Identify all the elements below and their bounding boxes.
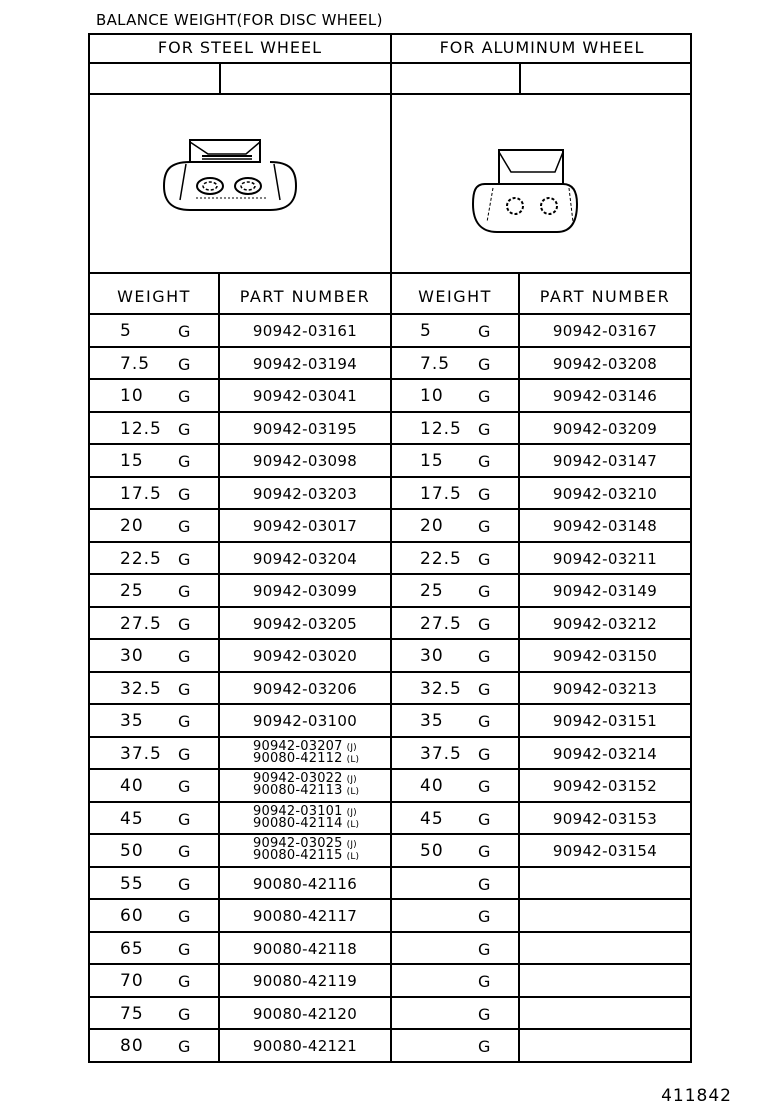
market-code-tag: (J)	[346, 775, 357, 785]
steel-weight-unit: G	[178, 874, 191, 894]
table-row	[88, 640, 692, 673]
divider	[519, 62, 521, 93]
aluminum-weight-value: 12.5	[420, 418, 462, 439]
steel-weight-value: 5	[120, 321, 132, 341]
steel-weight-unit: G	[178, 387, 191, 406]
aluminum-weight-unit: G	[478, 907, 491, 926]
aluminum-part-number: 90942-03209	[552, 419, 658, 438]
table-row	[88, 673, 692, 706]
aluminum-weight-unit: G	[478, 842, 491, 861]
steel-weight-value: 15	[120, 451, 144, 471]
part-number-text: 90942-03025	[253, 836, 343, 851]
steel-weight-column-header: WEIGHT	[117, 287, 191, 306]
steel-weight-value: 55	[120, 873, 144, 894]
steel-part-number: 90080-42116	[252, 874, 358, 893]
aluminum-part-number: 90942-03212	[552, 614, 658, 633]
steel-part-number: 90942-03194	[252, 354, 358, 373]
table-row	[88, 705, 692, 738]
aluminum-part-number: 90942-03147	[552, 452, 658, 470]
table-row	[88, 445, 692, 478]
aluminum-weight-value: 40	[420, 776, 444, 796]
aluminum-weight-value: 10	[420, 386, 444, 406]
steel-weight-value: 20	[120, 516, 144, 536]
aluminum-part-number: 90942-03154	[552, 842, 658, 860]
aluminum-weight-value: 20	[420, 516, 444, 536]
aluminum-weight-unit: G	[478, 452, 491, 471]
steel-part-number: 90080-42121	[252, 1037, 358, 1055]
table-row	[88, 510, 692, 543]
table-row	[88, 803, 692, 836]
aluminum-weight-unit: G	[478, 322, 491, 341]
part-number-text: 90080-42113	[253, 783, 343, 798]
aluminum-weight-value: 27.5	[420, 613, 462, 634]
table-row	[88, 933, 692, 966]
aluminum-weight-unit: G	[478, 1004, 491, 1024]
aluminum-weight-unit: G	[478, 874, 491, 894]
market-code-tag: (J)	[346, 807, 357, 818]
steel-weight-value: 37.5	[120, 743, 162, 764]
market-code-tag: (L)	[346, 819, 360, 830]
aluminum-weight-column-header: WEIGHT	[418, 287, 492, 306]
steel-part-number: 90942-03017	[252, 517, 358, 535]
aluminum-weight-value: 32.5	[420, 678, 462, 699]
aluminum-balance-weight-illustration	[465, 140, 585, 240]
aluminum-weight-unit: G	[478, 1037, 491, 1056]
aluminum-weight-unit: G	[478, 939, 491, 959]
steel-weight-value: 45	[120, 808, 144, 829]
steel-balance-weight-illustration	[150, 130, 310, 225]
market-code-tag: (J)	[346, 742, 357, 753]
part-number-text: 90942-03022	[253, 771, 343, 786]
aluminum-part-number: 90942-03150	[552, 647, 658, 665]
aluminum-weight-unit: G	[478, 744, 491, 764]
aluminum-wheel-header: FOR ALUMINUM WHEEL	[439, 38, 645, 57]
table-row	[88, 770, 692, 803]
table-row	[88, 478, 692, 511]
aluminum-part-number: 90942-03146	[552, 387, 658, 405]
steel-part-number: 90942-03020	[252, 647, 358, 665]
table-row	[88, 543, 692, 576]
steel-part-number: 90942-03041	[252, 387, 358, 405]
steel-weight-unit: G	[178, 517, 191, 536]
market-code-tag: (L)	[346, 754, 360, 765]
steel-weight-value: 30	[120, 646, 144, 666]
steel-weight-unit: G	[178, 614, 191, 634]
aluminum-part-number: 90942-03167	[552, 322, 658, 340]
aluminum-weight-value: 50	[420, 841, 444, 861]
aluminum-weight-unit: G	[478, 484, 491, 504]
aluminum-weight-unit: G	[478, 354, 491, 374]
steel-weight-value: 50	[120, 841, 144, 861]
part-number-text: 90080-42114	[253, 815, 343, 831]
table-row	[88, 835, 692, 868]
aluminum-weight-value: 22.5	[420, 548, 462, 569]
steel-weight-value: 27.5	[120, 613, 162, 634]
divider	[219, 62, 221, 93]
steel-part-number: 90080-42120	[252, 1004, 358, 1023]
aluminum-weight-unit: G	[478, 647, 491, 666]
aluminum-part-number: 90942-03149	[552, 582, 658, 600]
steel-weight-value: 35	[120, 711, 144, 731]
aluminum-weight-unit: G	[478, 419, 491, 439]
row-divider	[88, 1061, 692, 1063]
aluminum-part-number: 90942-03214	[552, 744, 658, 763]
aluminum-weight-unit: G	[478, 679, 491, 699]
steel-weight-unit: G	[178, 1004, 191, 1024]
table-row	[88, 998, 692, 1031]
part-number-text: 90942-03101	[253, 803, 343, 819]
steel-weight-unit: G	[178, 842, 191, 861]
aluminum-part-number: 90942-03151	[552, 712, 658, 730]
aluminum-weight-value: 30	[420, 646, 444, 666]
steel-weight-value: 75	[120, 1003, 144, 1024]
steel-weight-unit: G	[178, 549, 191, 569]
table-row	[88, 348, 692, 381]
steel-weight-value: 70	[120, 971, 144, 991]
steel-weight-value: 80	[120, 1036, 144, 1056]
table-row	[88, 900, 692, 933]
steel-weight-unit: G	[178, 679, 191, 699]
steel-weight-unit: G	[178, 354, 191, 374]
aluminum-part-number: 90942-03213	[552, 679, 658, 698]
part-number-text: 90942-03207	[253, 738, 343, 754]
steel-weight-value: 32.5	[120, 678, 162, 699]
aluminum-weight-value: 17.5	[420, 483, 462, 504]
steel-weight-unit: G	[178, 777, 191, 796]
steel-weight-unit: G	[178, 809, 191, 829]
steel-part-number: 90080-42119	[252, 972, 358, 990]
aluminum-part-number: 90942-03211	[552, 549, 658, 568]
steel-part-number: 90942-03203	[252, 484, 358, 503]
steel-weight-unit: G	[178, 744, 191, 764]
steel-part-number: 90080-42118	[252, 939, 358, 958]
aluminum-weight-unit: G	[478, 614, 491, 634]
steel-weight-value: 25	[120, 581, 144, 601]
steel-part-number: 90080-42117	[252, 907, 358, 925]
aluminum-weight-value: 5	[420, 321, 432, 341]
aluminum-weight-value: 45	[420, 808, 444, 829]
part-number-text: 90080-42115	[253, 848, 343, 863]
steel-weight-value: 40	[120, 776, 144, 796]
aluminum-weight-unit: G	[478, 972, 491, 991]
aluminum-weight-unit: G	[478, 387, 491, 406]
aluminum-weight-unit: G	[478, 809, 491, 829]
steel-weight-unit: G	[178, 647, 191, 666]
aluminum-weight-unit: G	[478, 777, 491, 796]
steel-part-number: 90942-03100	[252, 712, 358, 730]
steel-weight-value: 12.5	[120, 418, 162, 439]
steel-part-number	[253, 785, 359, 798]
steel-part-number: 90942-03098	[252, 452, 358, 470]
steel-weight-value: 7.5	[120, 353, 151, 374]
steel-weight-value: 65	[120, 938, 144, 959]
steel-weight-unit: G	[178, 582, 191, 601]
part-number-text: 90080-42112	[253, 750, 343, 766]
steel-weight-unit: G	[178, 972, 191, 991]
table-row	[88, 868, 692, 901]
steel-weight-unit: G	[178, 939, 191, 959]
steel-weight-value: 22.5	[120, 548, 162, 569]
document-number: 411842	[661, 1086, 732, 1106]
aluminum-part-number: 90942-03153	[552, 809, 658, 828]
aluminum-part-number: 90942-03208	[552, 354, 658, 373]
steel-part-number	[253, 850, 359, 863]
steel-weight-value: 60	[120, 906, 144, 926]
table-row	[88, 380, 692, 413]
steel-weight-unit: G	[178, 907, 191, 926]
aluminum-weight-value: 37.5	[420, 743, 462, 764]
steel-part-number: 90942-03205	[252, 614, 358, 633]
steel-part-number-column-header: PART NUMBER	[239, 287, 371, 306]
steel-part-number: 90942-03204	[252, 549, 358, 568]
aluminum-part-number: 90942-03148	[552, 517, 658, 535]
steel-part-number: 90942-03161	[252, 322, 358, 340]
steel-weight-value: 10	[120, 386, 144, 406]
steel-weight-value: 17.5	[120, 483, 162, 504]
steel-part-number	[253, 815, 360, 831]
aluminum-weight-unit: G	[478, 517, 491, 536]
steel-part-number	[253, 750, 360, 766]
steel-weight-unit: G	[178, 484, 191, 504]
aluminum-weight-unit: G	[478, 582, 491, 601]
table-row	[88, 738, 692, 771]
table-row	[88, 608, 692, 641]
document-title: BALANCE WEIGHT(FOR DISC WHEEL)	[96, 11, 383, 29]
table-row	[88, 1030, 692, 1063]
table-row	[88, 965, 692, 998]
steel-part-number: 90942-03195	[252, 419, 358, 438]
steel-weight-unit: G	[178, 1037, 191, 1056]
steel-part-number: 90942-03206	[252, 679, 358, 698]
table-row	[88, 413, 692, 446]
table-row	[88, 575, 692, 608]
aluminum-weight-value: 7.5	[420, 353, 451, 374]
aluminum-weight-value: 25	[420, 581, 444, 601]
table-row	[88, 315, 692, 348]
steel-weight-unit: G	[178, 452, 191, 471]
aluminum-weight-value: 35	[420, 711, 444, 731]
steel-weight-unit: G	[178, 712, 191, 731]
aluminum-part-number-column-header: PART NUMBER	[539, 287, 671, 306]
steel-part-number: 90942-03099	[252, 582, 358, 600]
aluminum-weight-value: 15	[420, 451, 444, 471]
aluminum-weight-unit: G	[478, 712, 491, 731]
market-code-tag: (L)	[346, 787, 360, 797]
steel-weight-unit: G	[178, 322, 191, 341]
aluminum-weight-unit: G	[478, 549, 491, 569]
steel-wheel-header: FOR STEEL WHEEL	[157, 38, 323, 57]
market-code-tag: (J)	[346, 840, 357, 850]
market-code-tag: (L)	[346, 852, 360, 862]
aluminum-part-number: 90942-03210	[552, 484, 658, 503]
aluminum-part-number: 90942-03152	[552, 777, 658, 795]
steel-weight-unit: G	[178, 419, 191, 439]
